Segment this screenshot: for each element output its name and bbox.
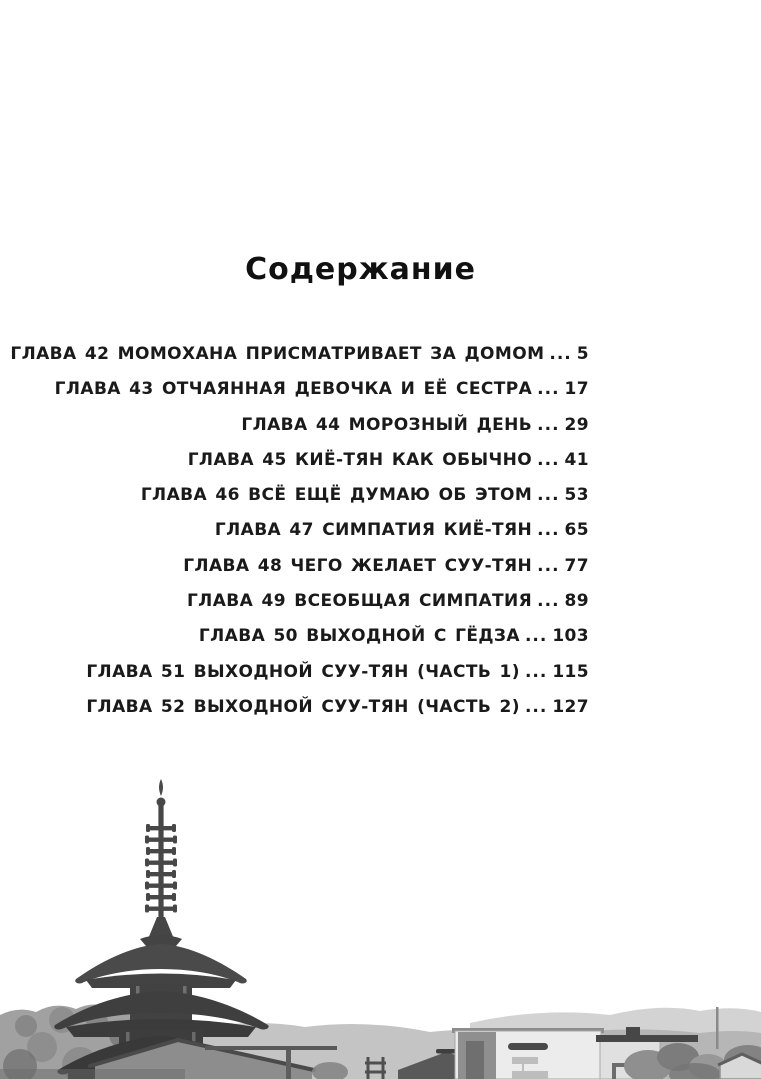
toc-page-number: 17 <box>564 379 589 400</box>
kyoto-skyline-illustration <box>0 769 761 1079</box>
toc-page-number: 5 <box>576 344 589 364</box>
toc-entry <box>10 372 589 407</box>
toc-entry-title: ГЛАВА 48 ЧЕГО ЖЕЛАЕТ СУУ-ТЯН <box>183 555 533 576</box>
toc-entry-title: ГЛАВА 50 ВЫХОДНОЙ С ГЁДЗА <box>198 626 520 647</box>
toc-separator: ... <box>537 485 560 506</box>
toc-entry-title: ГЛАВА 49 ВСЕОБЩАЯ СИМПАТИЯ <box>186 591 533 612</box>
toc-page-number: 77 <box>564 555 589 576</box>
pagoda <box>54 779 268 1079</box>
toc-entry <box>10 513 589 548</box>
toc-page-number: 89 <box>564 591 589 612</box>
page-title: Содержание <box>245 252 476 287</box>
toc-entry <box>10 408 589 443</box>
toc-entry-title: ГЛАВА 42 МОМОХАНА ПРИСМАТРИВАЕТ ЗА ДОМОМ <box>10 344 545 364</box>
toc-page-number: 65 <box>564 520 589 541</box>
toc-entry-title: ГЛАВА 51 ВЫХОДНОЙ СУУ-ТЯН (ЧАСТЬ 1) <box>86 661 520 682</box>
toc-page-number: 115 <box>552 661 589 682</box>
toc-entry-title: ГЛАВА 47 СИМПАТИЯ КИЁ-ТЯН <box>214 520 533 541</box>
toc-entry <box>10 690 589 725</box>
toc-entry <box>10 549 589 584</box>
toc-entry <box>10 337 589 372</box>
toc-entry-title: ГЛАВА 44 МОРОЗНЫЙ ДЕНЬ <box>241 414 533 435</box>
toc-separator: ... <box>537 449 560 470</box>
toc-page-number: 41 <box>564 449 589 470</box>
toc-separator: ... <box>537 414 560 435</box>
toc-entry <box>10 443 589 478</box>
toc-list <box>10 337 589 725</box>
toc-page-number: 127 <box>552 696 589 717</box>
toc-entry-title: ГЛАВА 45 КИЁ-ТЯН КАК ОБЫЧНО <box>187 449 533 470</box>
toc-page-number: 29 <box>564 414 589 435</box>
toc-entry <box>10 584 589 619</box>
toc-separator: ... <box>524 626 548 647</box>
toc-separator: ... <box>537 555 560 576</box>
toc-entry-title: ГЛАВА 46 ВСЁ ЕЩЁ ДУМАЮ ОБ ЭТОМ <box>140 485 533 506</box>
toc-entry-title: ГЛАВА 52 ВЫХОДНОЙ СУУ-ТЯН (ЧАСТЬ 2) <box>86 696 520 717</box>
toc-separator: ... <box>524 696 548 717</box>
toc-entry <box>10 478 589 513</box>
toc-separator: ... <box>537 591 560 612</box>
toc-separator: ... <box>524 661 548 682</box>
toc-entry <box>10 655 589 690</box>
toc-entry-title: ГЛАВА 43 ОТЧАЯННАЯ ДЕВОЧКА И ЕЁ СЕСТРА <box>54 379 533 400</box>
toc-separator: ... <box>537 379 560 400</box>
toc-separator: ... <box>549 344 572 364</box>
toc-separator: ... <box>537 520 560 541</box>
toc-page-number: 53 <box>564 485 589 506</box>
toc-page-number: 103 <box>552 626 589 647</box>
toc-entry <box>10 619 589 654</box>
